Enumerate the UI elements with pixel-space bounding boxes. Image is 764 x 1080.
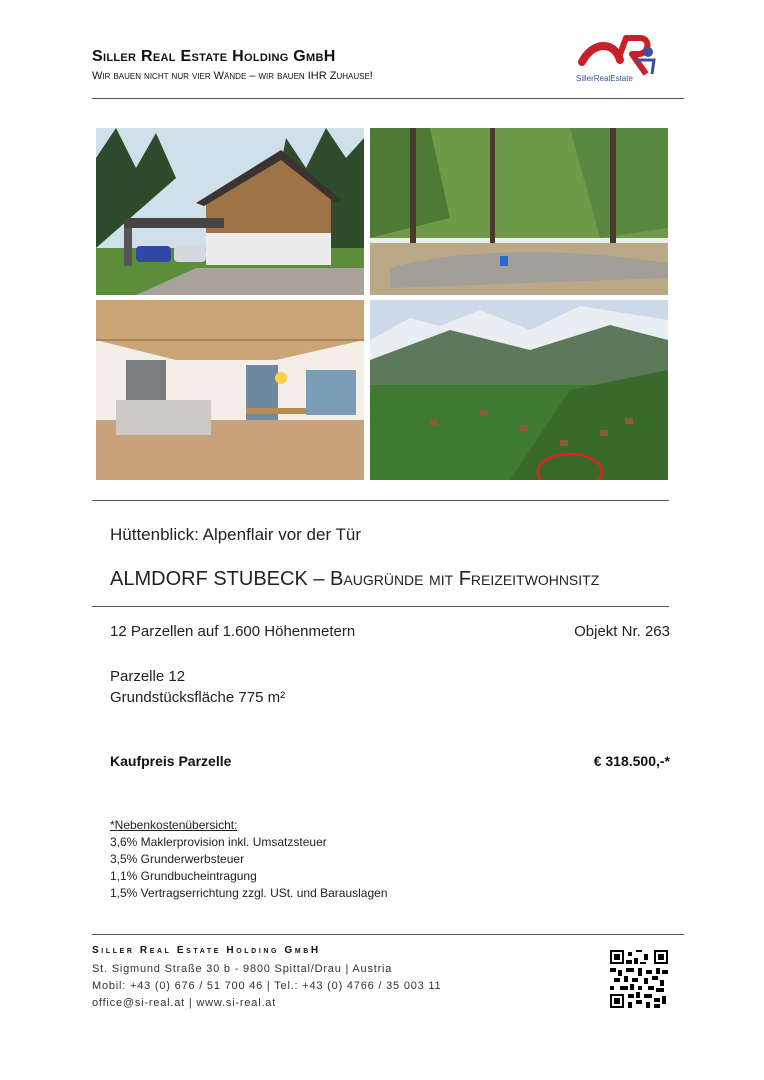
cost-item: 1,1% Grundbucheintragung [110,869,257,883]
price-label: Kaufpreis Parzelle [110,753,232,769]
footer-address: St. Sigmund Straße 30 b - 9800 Spittal/Drau | Austria [92,963,393,975]
footer-phone: Mobil: +43 (0) 676 / 51 700 46 | Tel.: +43 (0) 4766 / 35 003 11 [92,980,442,992]
cost-item: 1,5% Vertragserrichtung zzgl. USt. und Barauslagen [110,886,388,900]
footer-divider [92,934,684,935]
parcel-area: Grundstücksfläche 775 m² [110,689,286,706]
costs-heading: *Nebenkostenübersicht: [110,818,238,832]
parcels-info: 12 Parzellen auf 1.600 Höhenmetern [110,623,356,640]
footer-contact[interactable]: office@si-real.at | www.si-real.at [92,997,277,1009]
photo-chalet-exterior [96,128,364,295]
costs-overview [110,817,388,902]
company-slogan: Wir bauen nicht nur vier Wände – wir bauen IHR Zuhause! [92,70,373,82]
photo-aerial-village [370,300,668,480]
price-value: € 318.500,-* [593,753,670,769]
company-logo [574,30,674,90]
qr-code[interactable] [610,950,668,1008]
header-divider [92,98,684,99]
parcel-number: Parzelle 12 [110,668,186,685]
listing-subtitle: Hüttenblick: Alpenflair vor der Tür [110,525,362,544]
cost-item: 3,5% Grunderwerbsteuer [110,852,245,866]
title-divider [92,606,669,607]
company-name: Siller Real Estate Holding GmbH [92,48,336,65]
footer-company: Siller Real Estate Holding GmbH [92,945,321,956]
logo-text: SillerRealEstate [576,74,633,83]
object-number: Objekt Nr. 263 [574,623,670,640]
cost-item: 3,6% Maklerprovision inkl. Umsatzsteuer [110,835,327,849]
photo-forest-parcel [370,128,668,295]
photo-interior [96,300,364,480]
listing-title: ALMDORF STUBECK – Baugründe mit Freizeitwohnsitz [110,568,600,590]
photos-divider [92,500,669,501]
